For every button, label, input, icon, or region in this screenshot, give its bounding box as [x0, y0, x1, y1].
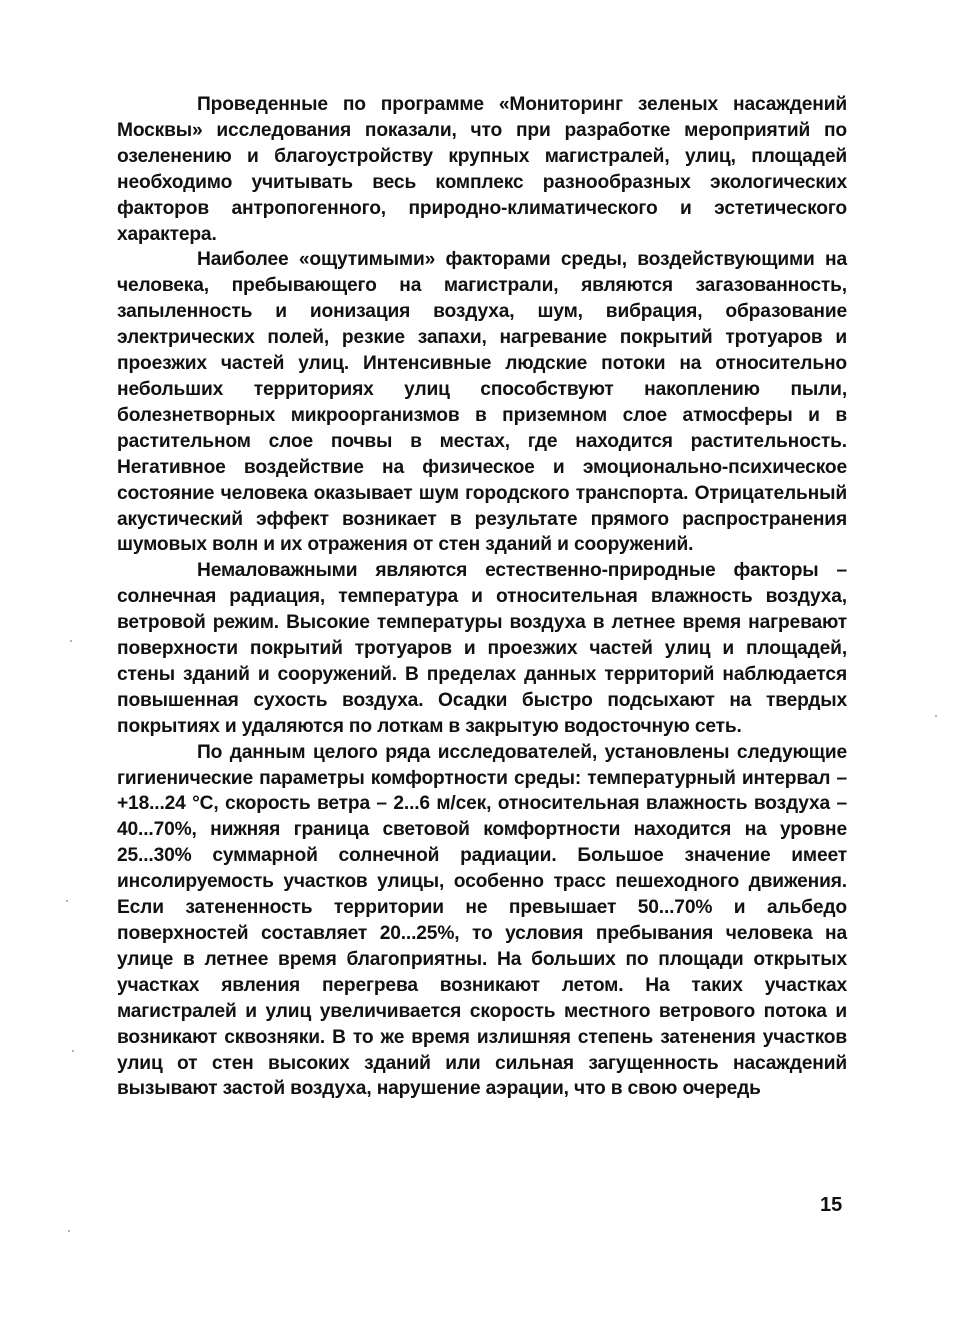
paragraph: Немаловажными являются естественно-природные факторы – солнечная радиация, температура и относительная влажность воздуха, ветровой режим. Высокие температуры воздуха в летнее время нагревают поверхности покрытий тротуаров и проезжих частей улиц и площадей, стены зданий и сооружений. В пределах данных территорий наблюдается повышенная сухость воздуха. Осадки быстро подсыхают на твердых покрытиях и удаляются по лоткам в закрытую водосточную сеть.: [117, 560, 847, 737]
scan-speck: [935, 715, 937, 717]
paragraph: Проведенные по программе «Мониторинг зеленых насаждений Москвы» исследования показали, что при разработке мероприятий по озеленению и благоустройству крупных магистралей, улиц, площадей необходимо учитывать весь комплекс разнообразных экологических факторов антропогенного, природно-климатического и эстетического характера.: [117, 94, 847, 245]
paragraph: Наиболее «ощутимыми» факторами среды, воздействующими на человека, пребывающего на магистрали, являются загазованность, запыленность и ионизация воздуха, шум, вибрация, образование электрических полей, резкие запахи, нагревание покрытий тротуаров и проезжих частей улиц. Интенсивные людские потоки на относительно небольших территориях улиц способствуют накоплению пыли, болезнетворных микроорганизмов в приземном слое атмосферы и в растительном слое почвы в местах, где находится растительность. Негативное воздействие на физическое и эмоционально-психическое состояние человека оказывает шум городского транспорта. Отрицательный акустический эффект возникает в результате прямого распространения шумовых волн и их отражения от стен зданий и сооружений.: [117, 249, 847, 556]
scan-speck: [66, 900, 68, 902]
body-text: [117, 92, 847, 1102]
scan-speck: [68, 1230, 70, 1232]
page-number: 15: [820, 1194, 843, 1216]
paragraph: По данным целого ряда исследователей, установлены следующие гигиенические параметры комфортности среды: температурный интервал – +18...24 °С, скорость ветра – 2...6 м/сек, относительная влажность воздуха – 40...70%, нижняя граница световой комфортности находится на уровне 25...30% суммарной солнечной радиации. Большое значение имеет инсолируемость участков улицы, особенно трасс пешеходного движения. Если затененность территории не превышает 50...70% и альбедо поверхностей составляет 20...25%, то условия пребывания человека на улице в летнее время благоприятны. На больших по площади открытых участках явления перегрева возникают летом. На таких участках магистралей и улиц увеличивается скорость местного ветрового потока и возникают сквозняки. В то же время излишняя степень затенения участков улиц от стен высоких зданий или сильная загущенность насаждений вызывают застой воздуха, нарушение аэрации, что в свою очередь: [117, 741, 847, 1100]
scan-speck: [70, 640, 72, 642]
scan-speck: [72, 1050, 74, 1052]
